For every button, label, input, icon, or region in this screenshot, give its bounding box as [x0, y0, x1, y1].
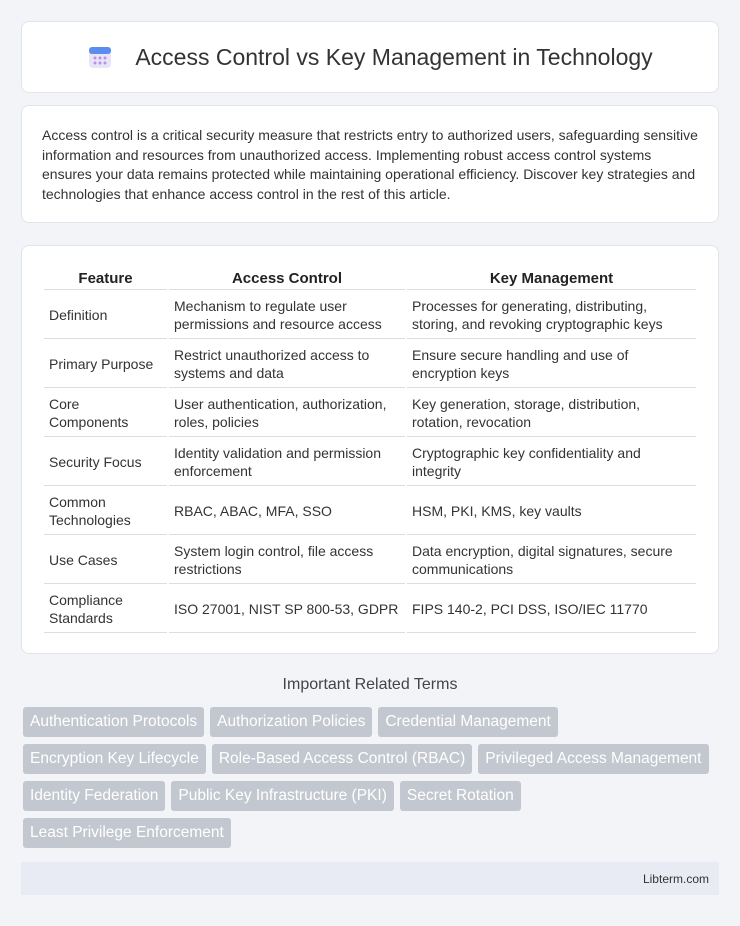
- related-terms-list: [23, 707, 723, 855]
- term-tag[interactable]: Identity Federation: [23, 781, 165, 811]
- intro-card: [21, 105, 719, 223]
- feature-cell: Core Components: [44, 390, 167, 437]
- term-tag[interactable]: Authentication Protocols: [23, 707, 204, 737]
- term-tag[interactable]: Public Key Infrastructure (PKI): [171, 781, 393, 811]
- key-management-cell: Cryptographic key confidentiality and integrity: [407, 439, 696, 486]
- key-management-cell: Ensure secure handling and use of encryption keys: [407, 341, 696, 388]
- term-tag[interactable]: Privileged Access Management: [478, 744, 708, 774]
- term-tag[interactable]: Role-Based Access Control (RBAC): [212, 744, 472, 774]
- table-row: [44, 292, 696, 339]
- table-row: [44, 341, 696, 388]
- term-tag[interactable]: Credential Management: [378, 707, 557, 737]
- header-key-management: Key Management: [407, 268, 696, 290]
- feature-cell: Definition: [44, 292, 167, 339]
- page-title: Access Control vs Key Management in Technology: [135, 43, 653, 70]
- term-tag[interactable]: Secret Rotation: [400, 781, 521, 811]
- header-access-control: Access Control: [169, 268, 405, 290]
- table-row: [44, 537, 696, 584]
- key-management-cell: HSM, PKI, KMS, key vaults: [407, 488, 696, 535]
- access-control-cell: Restrict unauthorized access to systems and data: [169, 341, 405, 388]
- key-management-cell: FIPS 140-2, PCI DSS, ISO/IEC 11770: [407, 586, 696, 633]
- calendar-icon: [87, 44, 113, 70]
- comparison-table: [42, 266, 698, 635]
- key-management-cell: Data encryption, digital signatures, secure communications: [407, 537, 696, 584]
- table-row: [44, 586, 696, 633]
- term-tag[interactable]: Authorization Policies: [210, 707, 372, 737]
- table-row: [44, 488, 696, 535]
- access-control-cell: Mechanism to regulate user permissions and resource access: [169, 292, 405, 339]
- table-header-row: [44, 268, 696, 290]
- header-feature: Feature: [44, 268, 167, 290]
- feature-cell: Security Focus: [44, 439, 167, 486]
- footer-link[interactable]: Libterm.com: [642, 871, 709, 886]
- term-tag[interactable]: Encryption Key Lifecycle: [23, 744, 206, 774]
- comparison-card: [21, 245, 719, 654]
- access-control-cell: ISO 27001, NIST SP 800-53, GDPR: [169, 586, 405, 633]
- feature-cell: Common Technologies: [44, 488, 167, 535]
- access-control-cell: Identity validation and permission enforcement: [169, 439, 405, 486]
- key-management-cell: Key generation, storage, distribution, rotation, revocation: [407, 390, 696, 437]
- access-control-cell: RBAC, ABAC, MFA, SSO: [169, 488, 405, 535]
- access-control-cell: System login control, file access restrictions: [169, 537, 405, 584]
- access-control-cell: User authentication, authorization, roles, policies: [169, 390, 405, 437]
- term-tag[interactable]: Least Privilege Enforcement: [23, 818, 231, 848]
- footer: [21, 862, 719, 895]
- feature-cell: Compliance Standards: [44, 586, 167, 633]
- table-row: [44, 439, 696, 486]
- header-card: [21, 21, 719, 93]
- intro-text: Access control is a critical security measure that restricts entry to authorized users, safeguarding sensitive information and resources from unauthorized access. Implementing robust access control systems ensures your data remains protected while maintaining operational efficiency. Discover key strategies and technologies that enhance access control in the rest of this article.: [42, 127, 698, 202]
- key-management-cell: Processes for generating, distributing, storing, and revoking cryptographic keys: [407, 292, 696, 339]
- feature-cell: Use Cases: [44, 537, 167, 584]
- feature-cell: Primary Purpose: [44, 341, 167, 388]
- table-row: [44, 390, 696, 437]
- related-terms-title: Important Related Terms: [282, 676, 458, 693]
